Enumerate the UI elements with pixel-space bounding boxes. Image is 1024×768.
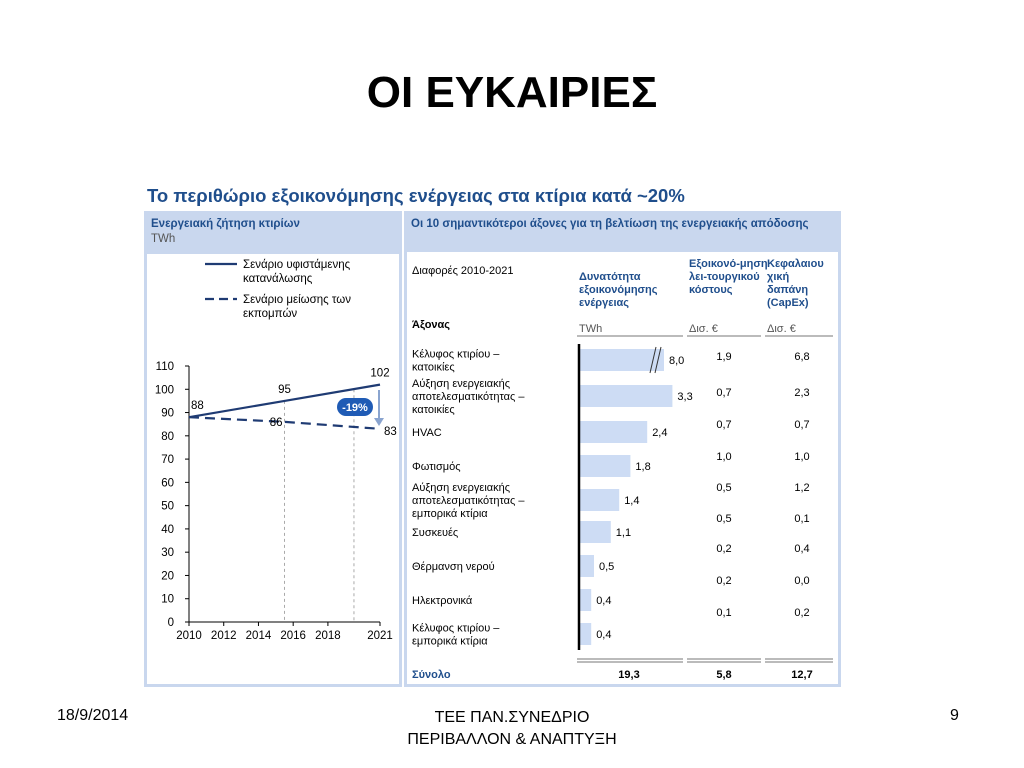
total-rules [577, 659, 833, 662]
bar [580, 555, 594, 577]
demand-chart-unit: TWh [151, 233, 176, 245]
bar-value-label: 1,1 [615, 527, 632, 539]
x-tick-label: 2012 [210, 630, 237, 642]
opex-value: 0,5 [716, 482, 732, 494]
axis-label: Κέλυφος κτιρίου – εμπορικά κτίρια [412, 622, 500, 648]
footer-event [312, 707, 712, 751]
capex-value: 0,4 [794, 543, 810, 555]
opex-value: 0,7 [716, 419, 732, 431]
legend-dashed-label-2: εκπομπών [243, 308, 298, 320]
levers-panel [404, 211, 841, 687]
axis-label: Αύξηση ενεργειακής αποτελεσματικότητας – εμπορικά κτίρια [412, 482, 525, 520]
figure-title: Το περιθώριο εξοικονόμησης ενέργειας στα κτίρια κατά ~20% [147, 185, 685, 206]
axis-label: Θέρμανση νερού [412, 561, 495, 573]
legend-dashed-label-1: Σενάριο μείωσης των [243, 294, 351, 306]
bar [580, 589, 591, 611]
y-tick-label: 50 [161, 500, 174, 513]
footer-line-1: ΤΕΕ ΠΑΝ.ΣΥΝΕΔΡΙΟ [434, 709, 590, 726]
y-tick-label: 80 [161, 430, 174, 443]
total-capex-value: 12,7 [791, 669, 813, 681]
capex-value: 0,7 [794, 419, 810, 431]
bar-row [412, 575, 810, 611]
total-label: Σύνολο [412, 669, 451, 681]
total-opex-value: 5,8 [716, 669, 732, 681]
bar-value-label: 0,5 [599, 561, 615, 573]
axis-column-header: Άξονας [412, 319, 451, 331]
point-label: 88 [191, 400, 204, 413]
opex-value: 0,1 [716, 607, 732, 619]
reduction-badge-label: -19% [342, 402, 368, 414]
footer-line-2: ΠΕΡΙΒΑΛΛΟΝ & ΑΝΑΠΤΥΞΗ [407, 731, 617, 748]
capex-column-header: Κεφαλαιου χική δαπάνη (CapEx) [767, 258, 824, 309]
axis-label: Ηλεκτρονικά [412, 595, 473, 607]
axis-label: Κέλυφος κτιρίου – κατοικίες [412, 348, 500, 374]
y-tick-label: 90 [161, 407, 174, 420]
point-label: 83 [384, 425, 397, 438]
opex-column-header: Εξοικονό-μηση λει-τουργικού κόστους [689, 258, 768, 296]
bar-column-unit: TWh [579, 323, 603, 335]
axis-label: Αύξηση ενεργειακής αποτελεσματικότητας – κατοικίες [412, 378, 525, 416]
x-tick-label: 2021 [367, 630, 393, 642]
bar-rows [412, 347, 810, 648]
bar-row [412, 607, 810, 648]
point-label: 102 [370, 367, 390, 380]
axis-label: Φωτισμός [412, 461, 461, 473]
reduction-arrow-head [374, 418, 384, 426]
bar [580, 385, 672, 407]
levers-bar-chart [407, 214, 838, 684]
bar-value-label: 2,4 [652, 427, 668, 439]
x-tick-label: 2018 [315, 630, 341, 642]
y-tick-label: 60 [161, 477, 174, 490]
y-tick-label: 100 [154, 384, 174, 397]
legend-solid-label-2: κατανάλωσης [243, 273, 313, 285]
demand-line-chart [147, 214, 399, 684]
bar-row [412, 347, 810, 374]
footer-date: 18/9/2014 [57, 707, 129, 724]
x-tick-label: 2016 [280, 630, 306, 642]
total-bar-value: 19,3 [618, 669, 640, 681]
y-tick-label: 20 [161, 570, 174, 583]
opex-value: 1,9 [716, 351, 732, 363]
bar-row [412, 482, 810, 520]
capex-column-unit: Δισ. € [767, 323, 796, 335]
levers-chart-title: Οι 10 σημαντικότεροι άξονες για τη βελτίωση της ενεργειακής απόδοσης [411, 218, 809, 230]
y-tick-label: 110 [155, 361, 174, 373]
slide-title: ΟΙ ΕΥΚΑΙΡΙΕΣ [366, 68, 658, 117]
capex-value: 0,0 [794, 575, 810, 587]
opex-value: 1,0 [716, 451, 732, 463]
opex-value: 0,5 [716, 513, 732, 525]
capex-value: 1,0 [794, 451, 810, 463]
bar-row [412, 419, 810, 443]
opex-value: 0,2 [716, 575, 732, 587]
bar-value-label: 1,4 [624, 495, 640, 507]
point-label: 86 [269, 416, 283, 429]
opex-value: 0,7 [716, 387, 732, 399]
x-tick-label: 2014 [245, 630, 272, 642]
bar [580, 623, 591, 645]
capex-value: 6,8 [794, 351, 810, 363]
bar [580, 521, 611, 543]
y-tick-label: 10 [161, 593, 174, 606]
bar [580, 489, 619, 511]
point-label: 95 [278, 383, 291, 396]
bar [580, 455, 630, 477]
capex-value: 0,2 [794, 607, 810, 619]
capex-value: 2,3 [794, 387, 810, 399]
demand-chart-title: Ενεργειακή ζήτηση κτιρίων [151, 218, 300, 230]
y-tick-label: 40 [161, 523, 174, 536]
bar-value-label: 8,0 [669, 355, 685, 367]
x-tick-label: 2010 [176, 630, 202, 642]
axis-label: Συσκευές [412, 527, 459, 539]
opex-value: 0,2 [716, 543, 732, 555]
bar-value-label: 1,8 [635, 461, 651, 473]
capex-value: 0,1 [794, 513, 810, 525]
bar-value-label: 0,4 [596, 629, 612, 641]
bar-column-header: Δυνατότητα εξοικονόμησης ενέργειας [579, 271, 658, 309]
levers-subtitle: Διαφορές 2010-2021 [412, 265, 514, 277]
legend-solid-label-1: Σενάριο υφιστάμενης [243, 259, 351, 271]
demand-panel [144, 211, 402, 687]
bar-row [412, 378, 810, 416]
bar-value-label: 3,3 [677, 391, 693, 403]
bar-value-label: 0,4 [596, 595, 612, 607]
legend [205, 259, 351, 320]
capex-value: 1,2 [794, 482, 810, 494]
y-tick-label: 70 [161, 454, 174, 467]
opex-column-unit: Δισ. € [689, 323, 718, 335]
axis-label: HVAC [412, 427, 442, 439]
y-tick-label: 0 [167, 617, 174, 629]
y-tick-label: 30 [161, 547, 174, 560]
bar-row [412, 543, 810, 577]
reduction-annotation [337, 390, 384, 426]
page-number: 9 [950, 707, 959, 724]
bar-row [412, 451, 810, 477]
column-headers [579, 258, 824, 335]
bar [580, 421, 647, 443]
